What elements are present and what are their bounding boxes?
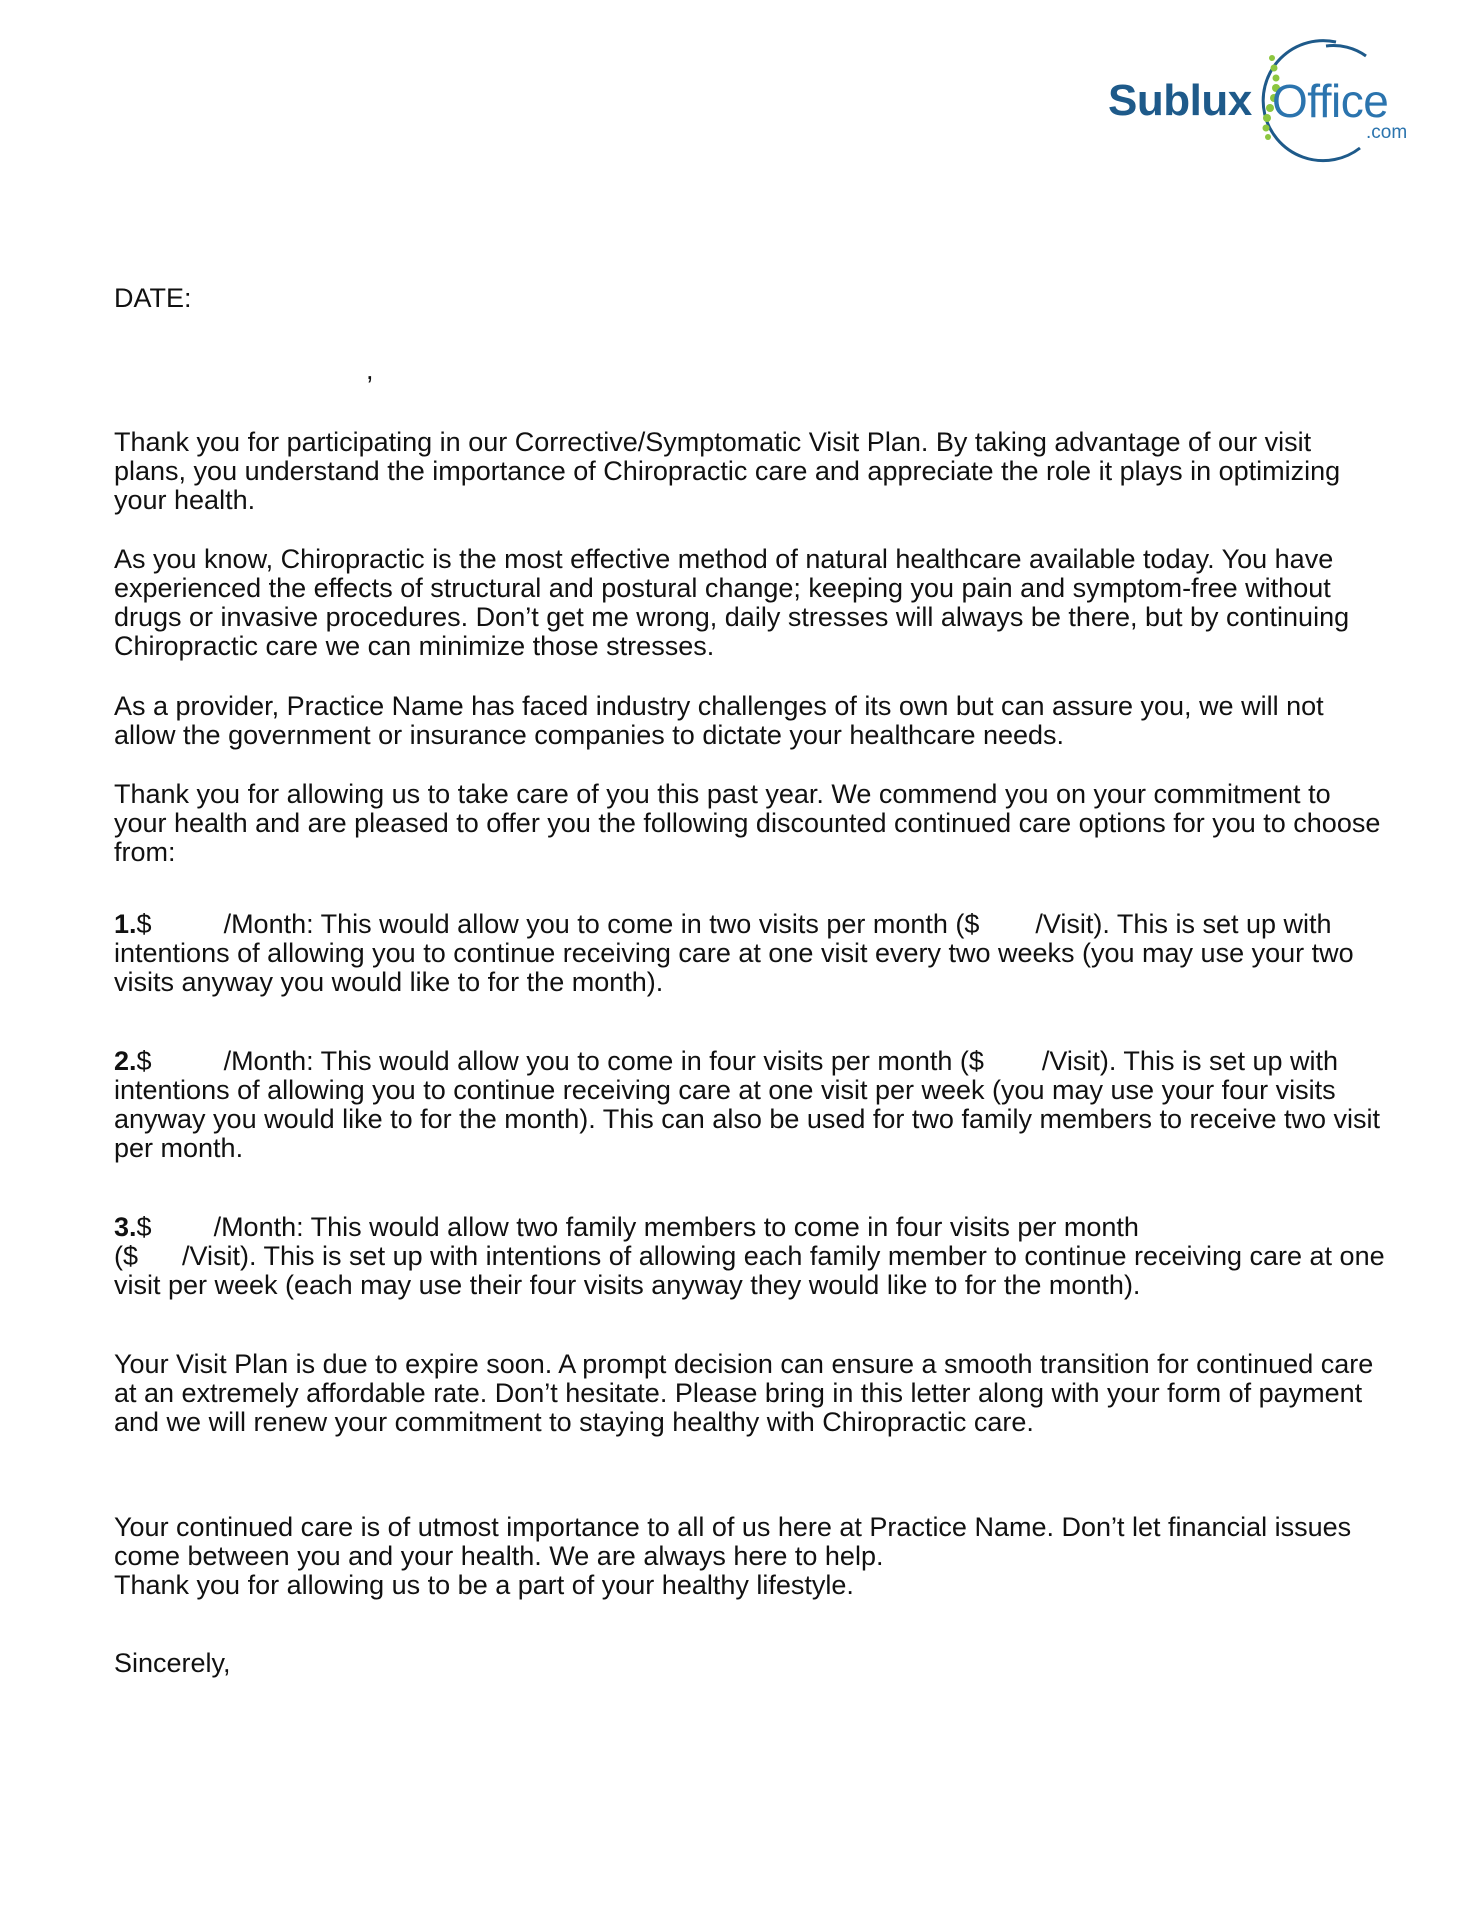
paragraph-continued-care — [114, 1513, 1390, 1600]
option-2-visit-text: /Visit). This is set up with intentions of allowing you to continue receiving care at one visit per week (you may use your four visits anyway you would like to for the month). This can also be used for two family members to receive two visit per month. — [114, 1046, 1381, 1163]
option-3-visit-open: ($ — [114, 1241, 139, 1271]
closing-sincerely: Sincerely, — [114, 1648, 231, 1678]
paragraph-continued-care-line-1: Your continued care is of utmost importance to all of us here at Practice Name. Don’t let financial issues come between you and your health. We are always here to help. — [114, 1512, 1352, 1571]
sublux-office-logo — [1104, 36, 1434, 166]
option-2 — [114, 1047, 1390, 1163]
paragraph-provider: As a provider, Practice Name has faced industry challenges of its own but can assure you, we will not allow the government or insurance companies to dictate your healthcare needs. — [114, 691, 1324, 750]
option-1-dollar: $ — [136, 909, 152, 939]
option-1-visit-text: /Visit). This is set up with intentions of allowing you to continue receiving care at one visit every two weeks (you may use your two visits anyway you would like to for the month). — [114, 909, 1354, 997]
logo-text-com: .com — [1366, 122, 1408, 143]
option-2-dollar: $ — [136, 1046, 152, 1076]
logo-text-office: Office — [1272, 75, 1389, 127]
option-2-number: 2. — [114, 1046, 137, 1076]
option-3-line-1 — [114, 1213, 1390, 1242]
option-3-line-2 — [114, 1242, 1390, 1300]
salutation-comma: , — [366, 355, 374, 385]
paragraph-chiropractic: As you know, Chiropractic is the most effective method of natural healthcare available today. You have experienced the effects of structural and postural change; keeping you pain and symptom-free without drugs or invasive procedures. Don’t get me wrong, daily stresses will always be there, but by continuing Chiropractic care we can minimize those stresses. — [114, 544, 1350, 661]
option-3 — [114, 1213, 1390, 1300]
option-3-dollar: $ — [136, 1212, 152, 1242]
paragraph-expire: Your Visit Plan is due to expire soon. A prompt decision can ensure a smooth transition for continued care at an extremely affordable rate. Don’t hesitate. Please bring in this letter along with your form of payment and we will renew your commitment to staying healthy with Chiropractic care. — [114, 1349, 1374, 1437]
paragraph-thank-you: Thank you for allowing us to take care of you this past year. We commend you on your commitment to your health and are pleased to offer you the following discounted continued care options for you to choose from: — [114, 779, 1381, 867]
option-1-number: 1. — [114, 909, 137, 939]
logo-text-sublux: Sublux — [1108, 76, 1252, 125]
option-1-month-text: /Month: This would allow you to come in two visits per month ($ — [223, 909, 980, 939]
option-2-month-text: /Month: This would allow you to come in four visits per month ($ — [223, 1046, 984, 1076]
option-3-visit-text: /Visit). This is set up with intentions of allowing each family member to continue receiving care at one visit per week (each may use their four visits anyway they would like to for the month). — [114, 1241, 1385, 1300]
option-3-month-text: /Month: This would allow two family members to come in four visits per month — [213, 1212, 1139, 1242]
paragraph-intro: Thank you for participating in our Corrective/Symptomatic Visit Plan. By taking advantage of our visit plans, you understand the importance of Chiropractic care and appreciate the role it plays in optimizing your health. — [114, 427, 1341, 515]
option-3-number: 3. — [114, 1212, 137, 1242]
date-label: DATE: — [114, 283, 192, 313]
option-1 — [114, 910, 1390, 997]
paragraph-continued-care-line-2: Thank you for allowing us to be a part of your healthy lifestyle. — [114, 1570, 854, 1600]
